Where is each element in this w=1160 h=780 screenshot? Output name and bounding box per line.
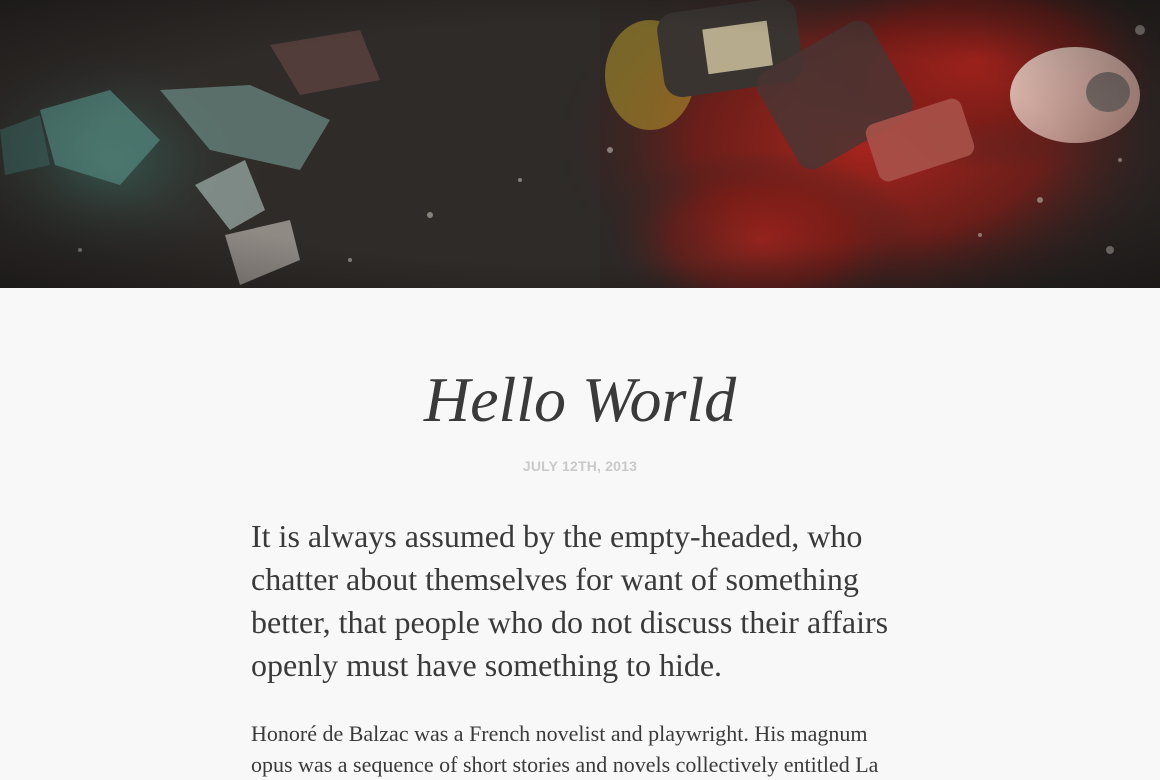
post-date: JULY 12TH, 2013	[522, 458, 638, 474]
hero-image	[0, 0, 1160, 288]
hero-photo	[0, 0, 1160, 288]
post-body: Honoré de Balzac was a French novelist and playwright. His magnum opus was a sequence of short stories and novels collectively entitled La	[251, 721, 879, 777]
post-title: Hello World	[423, 364, 737, 435]
post-lede: It is always assumed by the empty-headed, who chatter about themselves for want of something better, that people who do not discuss their affairs openly must have something to hide.	[251, 518, 889, 683]
